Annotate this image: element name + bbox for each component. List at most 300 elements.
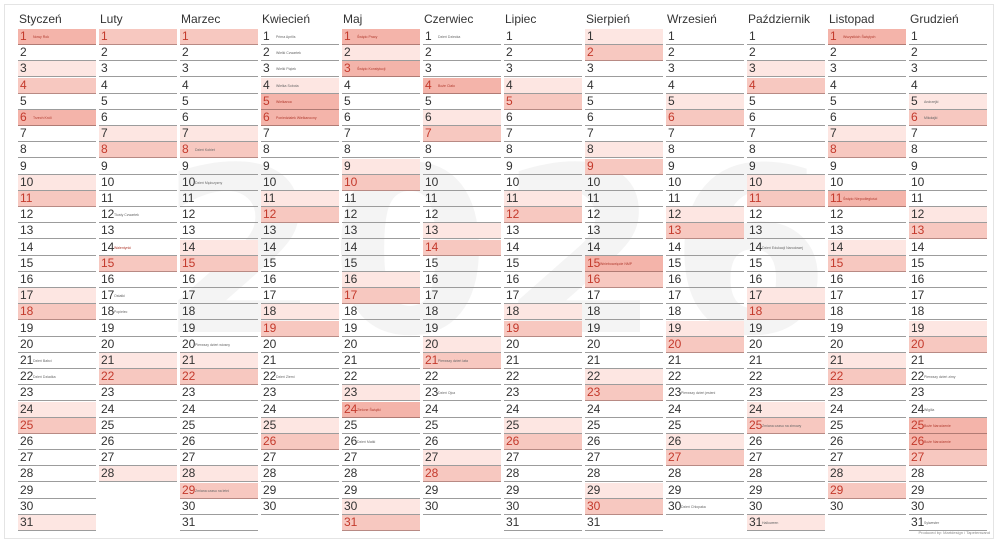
day-cell [261, 337, 339, 353]
day-number: 23 [749, 385, 763, 400]
day-note: Tłusty Czwartek [114, 213, 139, 218]
day-cell [747, 223, 825, 239]
day-number: 26 [20, 434, 34, 448]
month-column [909, 0, 987, 543]
day-cell [18, 418, 96, 434]
day-number: 4 [101, 77, 108, 92]
day-number: 2 [182, 45, 189, 60]
day-cell [423, 45, 501, 61]
day-number: 12 [668, 207, 682, 222]
day-cell [423, 434, 501, 450]
day-cell [666, 256, 744, 272]
day-cell [18, 337, 96, 353]
day-number: 19 [830, 320, 844, 335]
day-number: 7 [668, 126, 675, 141]
day-number: 13 [830, 223, 844, 238]
day-number: 2 [425, 45, 432, 60]
month-name: Czerwiec [424, 12, 474, 26]
day-cell [99, 450, 177, 466]
day-number: 29 [830, 482, 844, 497]
day-cell [99, 94, 177, 110]
day-cell [18, 94, 96, 110]
day-cell [828, 418, 906, 434]
day-number: 27 [587, 450, 601, 465]
day-cell [828, 94, 906, 110]
day-number: 8 [344, 142, 351, 157]
day-cell [909, 450, 987, 466]
day-number: 22 [101, 369, 115, 384]
day-number: 21 [668, 353, 682, 367]
day-cell [423, 240, 501, 256]
day-number: 13 [101, 223, 115, 238]
day-cell [909, 353, 987, 369]
day-number: 16 [506, 272, 520, 286]
day-cell [747, 515, 825, 531]
day-cell [666, 207, 744, 223]
day-number: 5 [911, 93, 918, 108]
day-cell [261, 385, 339, 401]
day-cell [828, 466, 906, 482]
day-cell [909, 466, 987, 482]
day-number: 10 [263, 174, 277, 189]
day-cell [828, 499, 906, 515]
day-number: 14 [506, 239, 520, 254]
day-cell [99, 418, 177, 434]
day-number: 7 [344, 126, 351, 141]
day-cell [180, 434, 258, 450]
day-number: 20 [101, 336, 115, 351]
day-number: 9 [668, 158, 675, 173]
day-cell [99, 159, 177, 175]
day-cell [423, 207, 501, 223]
day-number: 5 [344, 93, 351, 108]
day-number: 8 [20, 142, 27, 157]
day-cell [504, 483, 582, 499]
day-number: 18 [749, 304, 763, 319]
month-column [747, 0, 825, 543]
day-number: 22 [830, 369, 844, 384]
day-number: 31 [506, 515, 520, 529]
day-cell [423, 385, 501, 401]
day-number: 19 [668, 320, 682, 335]
day-cell [261, 78, 339, 94]
day-number: 1 [911, 29, 918, 43]
day-number: 26 [425, 434, 439, 448]
day-cell [504, 337, 582, 353]
day-number: 4 [263, 77, 270, 92]
day-cell [585, 175, 663, 191]
day-cell [342, 175, 420, 191]
day-cell [342, 223, 420, 239]
day-number: 8 [911, 142, 918, 157]
day-number: 29 [911, 482, 925, 497]
day-number: 19 [182, 320, 196, 335]
day-number: 15 [425, 255, 439, 270]
day-number: 4 [20, 77, 27, 92]
day-number: 28 [506, 466, 520, 481]
day-cell [585, 466, 663, 482]
day-cell [18, 207, 96, 223]
day-number: 27 [911, 450, 925, 465]
day-number: 6 [506, 110, 513, 124]
day-cell [423, 110, 501, 126]
day-cell [18, 483, 96, 499]
month-name: Maj [343, 12, 363, 26]
day-cell [180, 110, 258, 126]
day-number: 11 [182, 191, 195, 205]
day-number: 23 [668, 385, 682, 400]
day-number: 21 [911, 353, 925, 367]
day-number: 24 [20, 401, 34, 416]
month-column [585, 0, 663, 543]
day-number: 12 [344, 207, 358, 222]
day-cell [585, 483, 663, 499]
day-cell [828, 483, 906, 499]
day-number: 14 [182, 239, 196, 254]
day-cell [261, 434, 339, 450]
month-name: Kwiecień [262, 12, 311, 26]
day-number: 22 [587, 369, 601, 384]
day-number: 26 [668, 434, 682, 448]
day-number: 29 [587, 482, 601, 497]
day-cell [666, 240, 744, 256]
day-number: 19 [911, 320, 925, 335]
day-cell [423, 159, 501, 175]
day-cell [261, 29, 339, 45]
day-number: 2 [668, 45, 675, 60]
day-number: 2 [749, 45, 756, 60]
day-number: 14 [101, 239, 115, 254]
day-note: Nowy Rok [33, 35, 49, 39]
day-number: 5 [830, 93, 837, 108]
day-cell [342, 191, 420, 207]
day-number: 10 [830, 174, 844, 189]
day-cell [909, 304, 987, 320]
day-cell [342, 402, 420, 418]
day-number: 27 [101, 450, 115, 465]
day-cell [180, 450, 258, 466]
day-number: 19 [506, 320, 520, 335]
day-cell [423, 321, 501, 337]
day-number: 10 [425, 174, 439, 189]
day-number: 29 [20, 482, 34, 497]
day-number: 1 [749, 29, 756, 43]
day-number: 24 [101, 401, 115, 416]
day-number: 5 [263, 93, 270, 108]
day-cell [828, 450, 906, 466]
day-number: 1 [344, 29, 351, 43]
day-number: 21 [830, 353, 844, 367]
day-number: 29 [263, 482, 277, 497]
day-cell [99, 288, 177, 304]
day-cell [261, 159, 339, 175]
day-number: 11 [101, 191, 114, 205]
day-number: 17 [506, 288, 520, 303]
day-cell [342, 499, 420, 515]
day-cell [909, 240, 987, 256]
day-cell [828, 353, 906, 369]
day-number: 16 [263, 272, 277, 286]
day-number: 7 [830, 126, 837, 141]
day-note: Wielki Piątek [276, 67, 297, 72]
day-number: 30 [668, 498, 682, 513]
day-number: 21 [749, 353, 763, 367]
day-number: 5 [749, 93, 756, 108]
day-cell [18, 61, 96, 77]
day-number: 12 [830, 207, 844, 222]
day-number: 26 [749, 434, 763, 448]
day-number: 12 [263, 207, 277, 222]
day-cell [261, 240, 339, 256]
day-cell [747, 499, 825, 515]
day-cell [261, 272, 339, 288]
day-note: Święto Pracy [357, 35, 378, 39]
day-number: 6 [587, 110, 594, 124]
day-cell [261, 321, 339, 337]
day-number: 19 [749, 320, 763, 335]
day-number: 23 [911, 385, 925, 400]
day-number: 18 [425, 304, 439, 319]
day-cell [504, 142, 582, 158]
day-cell [99, 402, 177, 418]
day-note: Dzień Chłopaka [681, 504, 706, 509]
day-cell [180, 288, 258, 304]
day-cell [504, 223, 582, 239]
day-number: 20 [506, 336, 520, 351]
day-number: 31 [182, 515, 196, 529]
day-number: 23 [344, 385, 358, 400]
day-cell [342, 369, 420, 385]
day-number: 24 [344, 401, 358, 416]
day-number: 13 [587, 223, 601, 238]
day-cell [909, 499, 987, 515]
day-cell [909, 191, 987, 207]
day-number: 3 [668, 61, 675, 76]
month-column [828, 0, 906, 543]
day-number: 22 [182, 369, 196, 384]
day-cell [342, 466, 420, 482]
day-cell [423, 353, 501, 369]
day-note: Pierwszy dzień zimy [924, 375, 956, 380]
day-number: 3 [749, 61, 756, 76]
day-cell [666, 385, 744, 401]
day-cell [261, 175, 339, 191]
month-name: Marzec [181, 12, 221, 26]
day-number: 21 [425, 353, 439, 367]
day-number: 10 [101, 174, 115, 189]
day-cell [180, 256, 258, 272]
day-cell [828, 256, 906, 272]
day-cell [180, 126, 258, 142]
day-number: 8 [101, 142, 108, 157]
day-number: 2 [911, 45, 918, 60]
day-cell [747, 321, 825, 337]
day-note: Święto Niepodległości [843, 197, 878, 201]
day-number: 27 [749, 450, 763, 465]
month-name: Listopad [829, 12, 875, 26]
day-note: Dzień Babci [33, 359, 52, 363]
day-cell [585, 450, 663, 466]
day-number: 18 [911, 304, 925, 319]
day-number: 23 [20, 385, 34, 400]
day-cell [666, 434, 744, 450]
day-note: Boże Narodzenie [924, 423, 951, 428]
day-number: 1 [506, 29, 513, 43]
day-number: 6 [263, 110, 270, 124]
day-cell [261, 256, 339, 272]
day-number: 15 [668, 255, 682, 270]
day-number: 30 [587, 498, 601, 513]
day-note: Zmiana czasu na zimowy [762, 423, 802, 428]
day-number: 27 [668, 450, 682, 465]
day-number: 16 [749, 272, 763, 286]
day-cell [423, 175, 501, 191]
day-cell [99, 272, 177, 288]
day-cell [180, 385, 258, 401]
day-cell [18, 450, 96, 466]
day-cell [423, 402, 501, 418]
day-number: 20 [20, 336, 34, 351]
day-number: 24 [506, 401, 520, 416]
day-cell [828, 61, 906, 77]
day-number: 7 [587, 126, 594, 141]
day-cell [99, 207, 177, 223]
day-note: Sylwester [924, 521, 940, 525]
day-number: 30 [344, 498, 358, 513]
day-number: 11 [344, 191, 357, 205]
day-cell [585, 304, 663, 320]
day-number: 25 [101, 417, 115, 432]
day-cell [585, 337, 663, 353]
day-cell [666, 78, 744, 94]
day-cell [180, 515, 258, 531]
day-cell [342, 61, 420, 77]
day-note: Dzień Ojca [438, 391, 456, 396]
day-cell [909, 78, 987, 94]
day-cell [342, 78, 420, 94]
day-number: 3 [425, 61, 432, 76]
day-number: 11 [749, 191, 762, 205]
day-number: 26 [587, 434, 601, 448]
month-name: Sierpień [586, 12, 631, 26]
day-cell [423, 94, 501, 110]
day-number: 20 [668, 336, 682, 351]
day-cell [585, 94, 663, 110]
day-number: 10 [20, 174, 34, 189]
day-cell [828, 288, 906, 304]
day-cell [99, 223, 177, 239]
day-number: 18 [101, 304, 115, 319]
day-number: 3 [20, 61, 27, 76]
month-name: Styczeń [19, 12, 62, 26]
day-number: 13 [20, 223, 34, 238]
day-number: 26 [263, 434, 277, 448]
day-note: Dzień Edukacji Narodowej [762, 245, 803, 250]
day-number: 8 [182, 142, 189, 157]
day-number: 18 [587, 304, 601, 319]
day-number: 7 [506, 126, 513, 141]
day-cell [261, 61, 339, 77]
day-cell [18, 223, 96, 239]
day-cell [909, 369, 987, 385]
month-column [99, 0, 177, 543]
day-number: 27 [425, 450, 439, 465]
day-cell [585, 45, 663, 61]
day-cell [666, 450, 744, 466]
day-number: 14 [587, 239, 601, 254]
day-number: 17 [749, 288, 763, 303]
day-number: 19 [587, 320, 601, 335]
day-cell [18, 110, 96, 126]
day-number: 24 [749, 401, 763, 416]
day-cell [423, 272, 501, 288]
day-cell [666, 418, 744, 434]
day-number: 9 [587, 158, 594, 173]
day-cell [585, 207, 663, 223]
day-cell [909, 434, 987, 450]
day-number: 21 [263, 353, 277, 367]
day-number: 27 [830, 450, 844, 465]
day-number: 24 [425, 401, 439, 416]
day-number: 17 [830, 288, 844, 303]
day-cell [909, 61, 987, 77]
day-cell [747, 191, 825, 207]
day-cell [180, 142, 258, 158]
day-cell [747, 175, 825, 191]
month-column [504, 0, 582, 543]
day-note: Ostatki [114, 294, 125, 299]
day-number: 22 [749, 369, 763, 384]
day-number: 3 [587, 61, 594, 76]
day-number: 9 [830, 158, 837, 173]
day-number: 18 [344, 304, 358, 319]
day-cell [261, 450, 339, 466]
day-number: 17 [101, 288, 115, 303]
day-number: 16 [344, 272, 358, 286]
day-cell [423, 337, 501, 353]
day-cell [423, 78, 501, 94]
day-number: 20 [911, 336, 925, 351]
day-note: Pierwszy dzień jesieni [681, 391, 716, 396]
day-number: 18 [506, 304, 520, 319]
day-number: 28 [20, 466, 34, 481]
day-number: 30 [263, 498, 277, 513]
day-cell [666, 466, 744, 482]
day-cell [18, 126, 96, 142]
day-cell [909, 142, 987, 158]
day-number: 11 [587, 191, 600, 205]
day-number: 16 [830, 272, 844, 286]
day-number: 29 [749, 482, 763, 497]
day-number: 2 [830, 45, 837, 60]
day-note: Wniebowzięcie NMP [600, 261, 633, 266]
day-note: Zielone Świątki [357, 407, 381, 412]
day-cell [828, 159, 906, 175]
day-cell [909, 110, 987, 126]
day-cell [423, 288, 501, 304]
day-cell [99, 353, 177, 369]
day-cell [585, 126, 663, 142]
day-number: 26 [911, 434, 925, 448]
day-cell [504, 45, 582, 61]
day-number: 26 [506, 434, 520, 448]
day-number: 15 [506, 255, 520, 270]
day-number: 21 [587, 353, 601, 367]
day-number: 18 [182, 304, 196, 319]
day-cell [261, 223, 339, 239]
day-cell [828, 78, 906, 94]
day-cell [504, 94, 582, 110]
